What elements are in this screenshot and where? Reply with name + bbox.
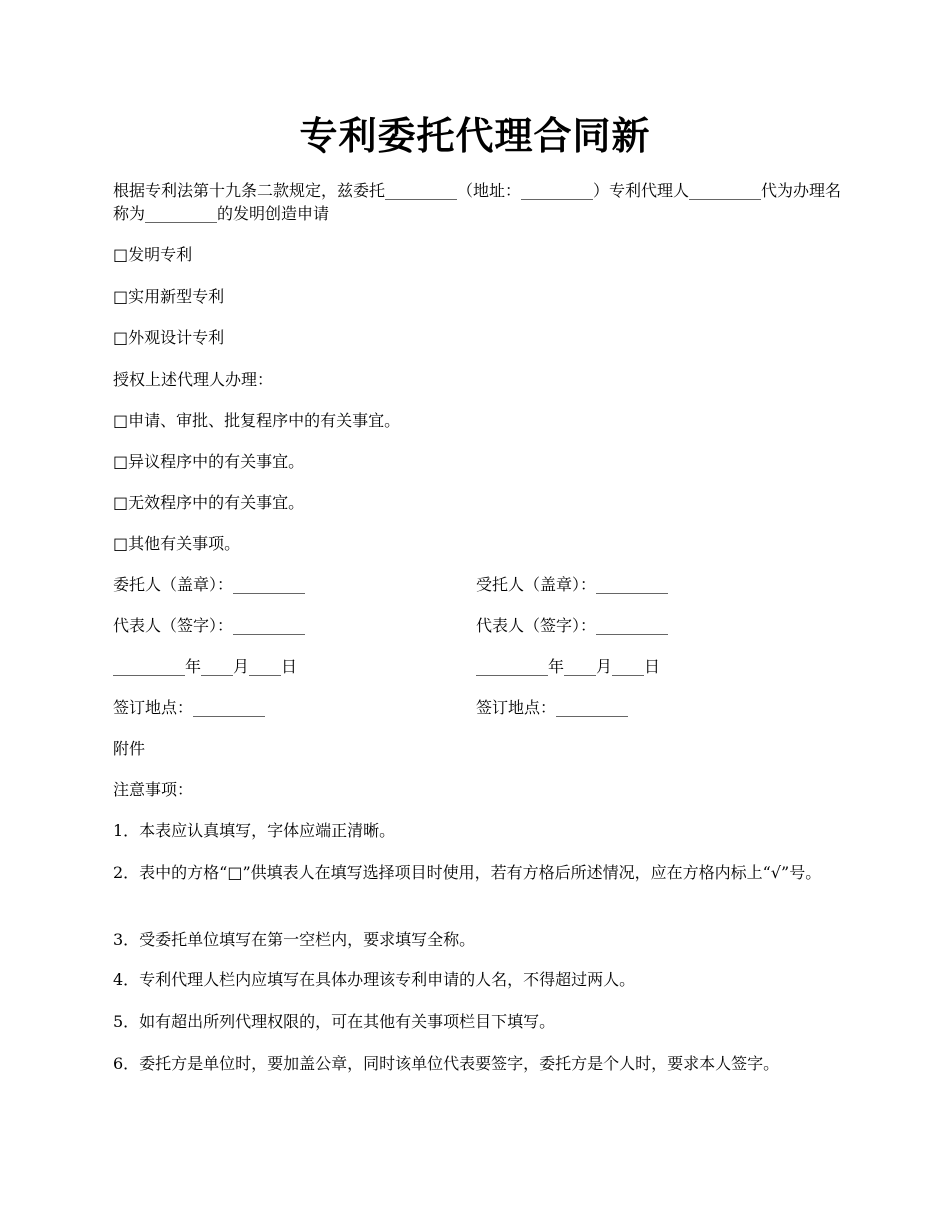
agent-seal-field[interactable]: 受托人（盖章）：_________ <box>476 575 669 594</box>
agent-representative-field[interactable]: 代表人（签字）：_________ <box>476 616 669 635</box>
note-item: 3．受委托单位填写在第一空栏内，要求填写全称。 <box>113 930 476 949</box>
page-title: 专利委托代理合同新 <box>299 113 651 158</box>
notes-heading: 注意事项： <box>113 780 194 799</box>
principal-seal-field[interactable]: 委托人（盖章）：_________ <box>113 575 306 594</box>
note-item: 4．专利代理人栏内应填写在具体办理该专利申请的人名，不得超过两人。 <box>113 970 636 989</box>
checkbox-utility-model-patent[interactable]: □实用新型专利 <box>113 287 225 306</box>
attachment-label: 附件 <box>113 739 146 758</box>
checkbox-design-patent[interactable]: □外观设计专利 <box>113 328 225 347</box>
agent-place-field[interactable]: 签订地点：_________ <box>476 698 629 717</box>
checkbox-invalidation-matters[interactable]: □无效程序中的有关事宜。 <box>113 493 305 512</box>
checkbox-application-matters[interactable]: □申请、审批、批复程序中的有关事宜。 <box>113 411 401 430</box>
principal-date-field[interactable]: _________年____月____日 <box>113 657 298 676</box>
principal-representative-field[interactable]: 代表人（签字）：_________ <box>113 616 306 635</box>
checkbox-invention-patent[interactable]: □发明专利 <box>113 245 193 264</box>
principal-place-field[interactable]: 签订地点：_________ <box>113 698 266 717</box>
note-item: 1．本表应认真填写，字体应端正清晰。 <box>113 821 396 840</box>
agent-date-field[interactable]: _________年____月____日 <box>476 657 661 676</box>
note-item: 2．表中的方格“□”供填表人在填写选择项目时使用，若有方格后所述情况，应在方格内标上“√”号。 <box>113 863 822 882</box>
intro-paragraph: 根据专利法第十九条二款规定，兹委托_________（地址：_________）专利代理人_________代为办理名称为_________的发明创造申请 <box>113 181 842 223</box>
checkbox-other-matters[interactable]: □其他有关事项。 <box>113 534 241 553</box>
note-item: 6．委托方是单位时，要加盖公章，同时该单位代表要签字，委托方是个人时，要求本人签字。 <box>113 1054 780 1073</box>
checkbox-opposition-matters[interactable]: □异议程序中的有关事宜。 <box>113 452 305 471</box>
authorize-heading: 授权上述代理人办理： <box>113 370 274 389</box>
note-item: 5．如有超出所列代理权限的，可在其他有关事项栏目下填写。 <box>113 1012 556 1031</box>
